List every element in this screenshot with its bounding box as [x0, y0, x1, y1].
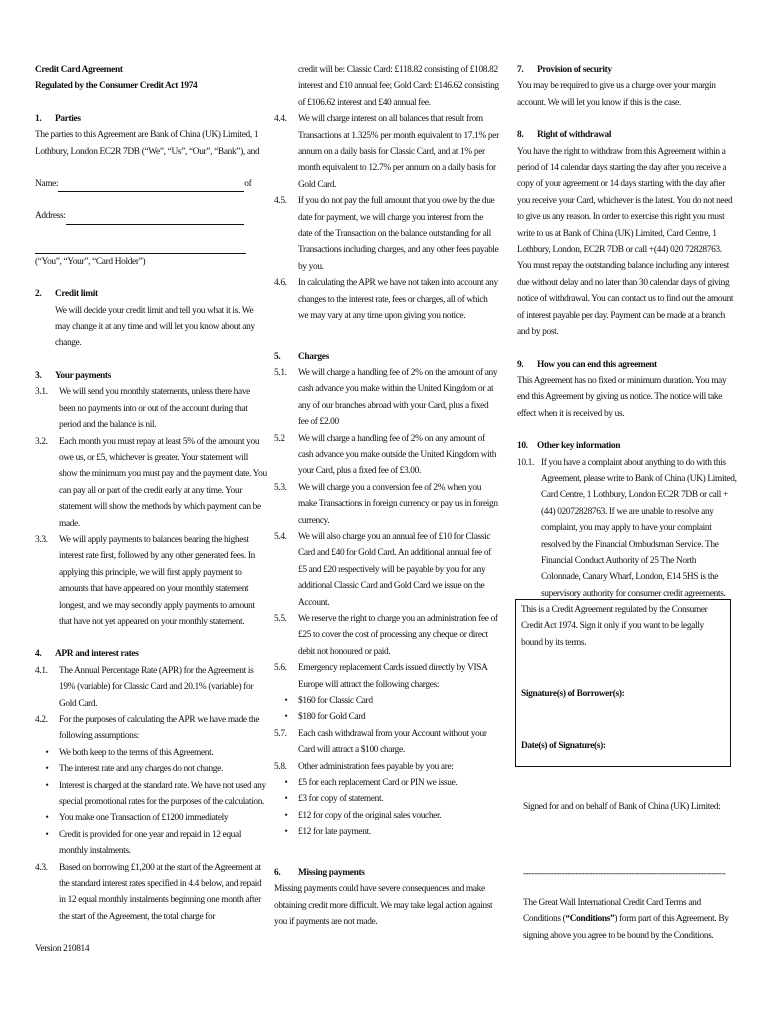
- clause-number: 10.1.: [517, 457, 535, 468]
- clause-number: 4.3.: [35, 862, 48, 873]
- column-middle: [274, 62, 499, 930]
- bullet-icon: •: [284, 827, 288, 838]
- clause-text: Each cash withdrawal from your Account without your Card will attract a $100 charge.: [298, 728, 487, 756]
- section-end-heading: [517, 357, 737, 373]
- clause-number: 4.1.: [35, 665, 48, 676]
- clause-text: The Annual Percentage Rate (APR) for the Agreement is 19% (variable) for Classic Card and 20.1% (variable) for Gold Card.: [59, 665, 254, 709]
- clause-text: We will charge a handling fee of 2% on any amount of cash advance you make outside the United Kingdom with your Card, plus a fixed fee of £3.00.: [298, 433, 497, 477]
- borrower-signature-field[interactable]: Signature(s) of Borrower(s):: [521, 689, 625, 700]
- bullet-item: [274, 709, 499, 725]
- bullet-icon: •: [45, 813, 49, 824]
- credit-limit-text: We will decide your credit limit and tell you what it is. We may change it at any time and will let you know about any change.: [55, 305, 255, 349]
- bullet-icon: •: [284, 712, 288, 723]
- bullet-item: [274, 791, 499, 807]
- bullet-text: Interest is charged at the standard rate. We have not used any special promotional rates for the purposes of the calculation.: [59, 780, 266, 808]
- section-other-heading: [517, 438, 737, 454]
- bullet-item: [35, 810, 268, 826]
- clause-text: Emergency replacement Cards issued directly by VISA Europe will attract the following charges:: [298, 663, 488, 690]
- bank-signature-line[interactable]: -------------------------------------------------------------------------: [523, 869, 726, 879]
- section-parties-heading: [35, 111, 268, 127]
- conditions-text: [523, 895, 735, 944]
- clause-number: 5.5.: [274, 614, 287, 624]
- section-title: APR and interest rates: [55, 649, 139, 660]
- clause-4-5: [274, 193, 499, 275]
- clause-text: We will send you monthly statements, unless there have been no payments into or out of the account during that period and the balance is nil.: [59, 387, 250, 431]
- end-text: This Agreement has no fixed or minimum duration. You may end this Agreement by giving us notice. The notice will take effect when it is received by us.: [517, 375, 727, 419]
- clause-5-3: [274, 480, 499, 529]
- column-right: [517, 62, 737, 602]
- bullet-item: [35, 778, 268, 811]
- clause-number: 3.2.: [35, 436, 48, 447]
- conditions-text-post: ) form part of this Agreement. By signing above you agree to be bound by the Conditions.: [523, 914, 729, 941]
- clause-text: We will charge you a conversion fee of 2% when you make Transactions in foreign currency or pay us in foreign currency.: [298, 482, 498, 526]
- section-title: Your payments: [55, 370, 111, 381]
- bullet-text: The interest rate and any charges do not change.: [59, 764, 223, 775]
- section-number: 8.: [517, 130, 524, 141]
- signature-box: [515, 599, 731, 767]
- clause-5-4: [274, 529, 499, 611]
- bullet-text: £3 for copy of statement.: [298, 794, 384, 805]
- bullet-text: $160 for Classic Card: [298, 696, 373, 707]
- clause-text: If you do not pay the full amount that you owe by the due date for payment, we will charge you interest from the date of the Transaction on the balance outstanding for all Transactions including charges, and any other fees payable by you.: [298, 196, 499, 272]
- section-payments-heading: [35, 368, 268, 384]
- clause-5-7: [274, 726, 499, 759]
- clause-4-3: [35, 860, 268, 926]
- clause-number: 5.2: [274, 433, 285, 444]
- address-field[interactable]: [35, 208, 268, 224]
- clause-4-2: [35, 712, 268, 745]
- clause-text: Each month you must repay at least 5% of the amount you owe us, or £5, whichever is greater. Your statement will show the minimum you must pay and the payment date. You can pay all or part of the credit early at any time. Your statement will show the methods by which payment can be made.: [59, 436, 267, 529]
- section-number: 5.: [274, 351, 281, 362]
- section-title: Parties: [55, 113, 81, 124]
- clause-3-1: [35, 384, 268, 433]
- bullet-icon: •: [45, 747, 49, 758]
- section-number: 4.: [35, 649, 42, 660]
- parties-text: The parties to this Agreement are Bank of China (UK) Limited, 1 Lothbury, London EC2R 7DB (“We”, “Us”, “Our”, “Bank”), and: [35, 130, 260, 157]
- section-number: 6.: [274, 867, 281, 878]
- you-definitions: (“You”, “Your”, “Card Holder”): [35, 256, 146, 267]
- version-label: Version 210814: [35, 944, 90, 954]
- section-number: 7.: [517, 65, 524, 75]
- clause-text: If you have a complaint about anything to do with this Agreement, please write to Bank of China (UK) Limited, Card Centre, 1 Lothbury, London EC2R 7DB or call +(44) 02072828763. If we are unable to resolve any complaint, you may apply to have your complaint resolved by the Financial Ombudsman Service. The Financial Conduct Authority of 25 The North Colonnade, Canary Wharf, London, E14 5HS is the supervisory authority for consumer credit agreements.: [541, 457, 737, 599]
- section-title: Missing payments: [298, 867, 365, 878]
- name-line[interactable]: [58, 179, 244, 192]
- clause-text: We will charge interest on all balances that result from Transactions at 1.325% per month equivalent to 17.1% per annum on a daily basis for Classic Card, and at 1% per month equivalent to 12.7% per annum on a daily basis for Gold Card.: [298, 114, 499, 190]
- clause-number: 5.6.: [274, 663, 287, 674]
- clause-3-2: [35, 434, 268, 532]
- address-label: Address:: [35, 211, 66, 222]
- conditions-text-pre: The Great Wall International Credit Card Terms and Conditions (: [523, 898, 701, 925]
- clause-number: 3.1.: [35, 387, 48, 398]
- clause-number: 5.7.: [274, 728, 287, 739]
- bank-signature-label: Signed for and on behalf of Bank of China (UK) Limited:: [523, 802, 721, 812]
- section-withdrawal-heading: [517, 127, 737, 143]
- clause-number: 4.2.: [35, 715, 48, 725]
- clause-number: 5.1.: [274, 367, 287, 378]
- section-title: Right of withdrawal: [537, 130, 612, 141]
- address-line-2[interactable]: [35, 241, 246, 254]
- clause-4-3-continued: credit will be: Classic Card: £118.82 consisting of £108.82 interest and £10 annual fee; Gold Card: £146.62 consisting of £106.62 interest and £40 annual fee.: [298, 65, 499, 108]
- section-security-heading: [517, 62, 737, 78]
- clause-text: We reserve the right to charge you an administration fee of £25 to cover the cost of processing any cheque or direct debit not honoured or paid.: [298, 614, 498, 657]
- clause-number: 5.8.: [274, 761, 287, 772]
- bullet-icon: •: [284, 778, 288, 789]
- section-charges-heading: [274, 349, 499, 365]
- clause-number: 4.6.: [274, 278, 287, 289]
- clause-4-6: [274, 275, 499, 324]
- address-line[interactable]: [66, 212, 244, 225]
- clause-text: Other administration fees payable by you are:: [298, 761, 454, 772]
- bullet-item: [274, 693, 499, 709]
- section-title: Provision of security: [537, 65, 612, 75]
- bullet-icon: •: [45, 780, 49, 791]
- section-number: 1.: [35, 113, 42, 124]
- clause-text: For the purposes of calculating the APR we have made the following assumptions:: [59, 715, 260, 742]
- signature-intro: This is a Credit Agreement regulated by the Consumer Credit Act 1974. Sign it only if you want to be legally bound by its terms.: [521, 605, 708, 648]
- section-title: How you can end this agreement: [537, 359, 657, 370]
- section-number: 10.: [517, 441, 528, 452]
- bullet-icon: •: [284, 810, 288, 821]
- clause-text: We will charge a handling fee of 2% on the amount of any cash advance you make within the United Kingdom or at any of our branches abroad with your Card, plus a fixed fee of £2.00: [298, 367, 498, 428]
- section-apr-heading: [35, 646, 268, 662]
- name-field[interactable]: [35, 176, 268, 192]
- section-number: 9.: [517, 359, 524, 370]
- missing-text: Missing payments could have severe consequences and make obtaining credit more difficult. We may take legal action against you if payments are not made.: [274, 884, 493, 927]
- bullet-item: [35, 745, 268, 761]
- bullet-item: [274, 775, 499, 791]
- address-field-2[interactable]: [35, 241, 268, 254]
- clause-5-6: [274, 660, 499, 693]
- bullet-icon: •: [45, 829, 49, 840]
- clause-number: 4.5.: [274, 196, 287, 207]
- clause-10-1: [517, 455, 737, 603]
- section-number: 2.: [35, 289, 42, 300]
- section-title: Other key information: [537, 441, 621, 452]
- clause-5-5: [274, 611, 499, 660]
- column-left: [35, 62, 268, 925]
- conditions-term: “Conditions”: [565, 914, 615, 925]
- clause-5-2: [274, 431, 499, 480]
- clause-4-4: [274, 111, 499, 193]
- section-missing-heading: [274, 865, 499, 881]
- clause-5-8: [274, 759, 499, 775]
- agreement-subtitle: Regulated by the Consumer Credit Act 1974: [35, 81, 198, 92]
- clause-text: We will apply payments to balances bearing the highest interest rate first, followed by any other generated fees. In applying this principle, we will first apply payment to amounts that have appeared on your monthly statement longest, and we may secondly apply payments to amount that have not yet appeared on your monthly statement.: [59, 534, 256, 627]
- section-title: Credit limit: [55, 289, 98, 300]
- bullet-text: You make one Transaction of £1200 immediately: [59, 813, 229, 824]
- bullet-icon: •: [284, 794, 288, 805]
- clause-text: In calculating the APR we have not taken into account any changes to the interest rate, fees or charges, all of which we may vary at any time upon giving you notice.: [298, 278, 498, 322]
- bullet-text: $180 for Gold Card: [298, 712, 366, 723]
- bullet-item: [274, 808, 499, 824]
- bullet-item: [35, 827, 268, 860]
- signature-date-field[interactable]: Date(s) of Signature(s):: [521, 740, 606, 751]
- clause-text: We will also charge you an annual fee of £10 for Classic Card and £40 for Gold Card. An additional annual fee of £5 and £20 respectively will be payable by you for any additional Classic Card and Gold Card we issue on the Account.: [298, 531, 491, 608]
- bullet-text: £12 for late payment.: [298, 827, 371, 838]
- clause-4-1: [35, 663, 268, 712]
- bullet-icon: •: [284, 696, 288, 707]
- section-title: Charges: [298, 351, 329, 362]
- bullet-item: [35, 761, 268, 777]
- section-credit-limit-heading: [35, 286, 268, 302]
- name-suffix: of: [244, 179, 252, 190]
- name-label: Name:: [35, 179, 59, 190]
- clause-number: 5.4.: [274, 531, 287, 542]
- clause-number: 3.3.: [35, 534, 48, 545]
- bullet-item: [274, 824, 499, 840]
- withdrawal-text: You have the right to withdraw from this Agreement within a period of 14 calendar days starting the day after you receive a copy of your agreement or 14 days starting with the day after you receive your Card, whichever is the latest. You do not need to give us any reason. In order to exercise this right you must write to us at Bank of China (UK) Limited, Card Centre, 1 Lothbury, London, EC2R 7DB or call +(44) 020 72828763. You must repay the outstanding balance including any interest due without delay and no later than 30 calendar days of giving notice of withdrawal. You can contact us to find out the amount of interest payable per day. Payment can be made at a branch and by post.: [517, 146, 734, 338]
- bullet-text: We both keep to the terms of this Agreement.: [59, 747, 214, 758]
- bullet-text: Credit is provided for one year and repaid in 12 equal monthly instalments.: [59, 829, 242, 857]
- bullet-text: £5 for each replacement Card or PIN we issue.: [298, 778, 458, 789]
- agreement-title: Credit Card Agreement: [35, 65, 123, 75]
- bullet-icon: •: [45, 764, 49, 775]
- clause-3-3: [35, 532, 268, 630]
- clause-number: 4.4.: [274, 114, 287, 125]
- security-text: You may be required to give us a charge over your margin account. We will let you know if this is the case.: [517, 81, 716, 108]
- section-number: 3.: [35, 370, 42, 381]
- clause-5-1: [274, 365, 499, 431]
- clause-text: Based on borrowing £1,200 at the start of the Agreement at the standard interest rates specified in 4.4 below, and repaid in 12 equal monthly instalments beginning one month after the start of the Agreement, the total charge for: [59, 862, 262, 922]
- bullet-text: £12 for copy of the original sales voucher.: [298, 810, 442, 821]
- clause-number: 5.3.: [274, 482, 287, 493]
